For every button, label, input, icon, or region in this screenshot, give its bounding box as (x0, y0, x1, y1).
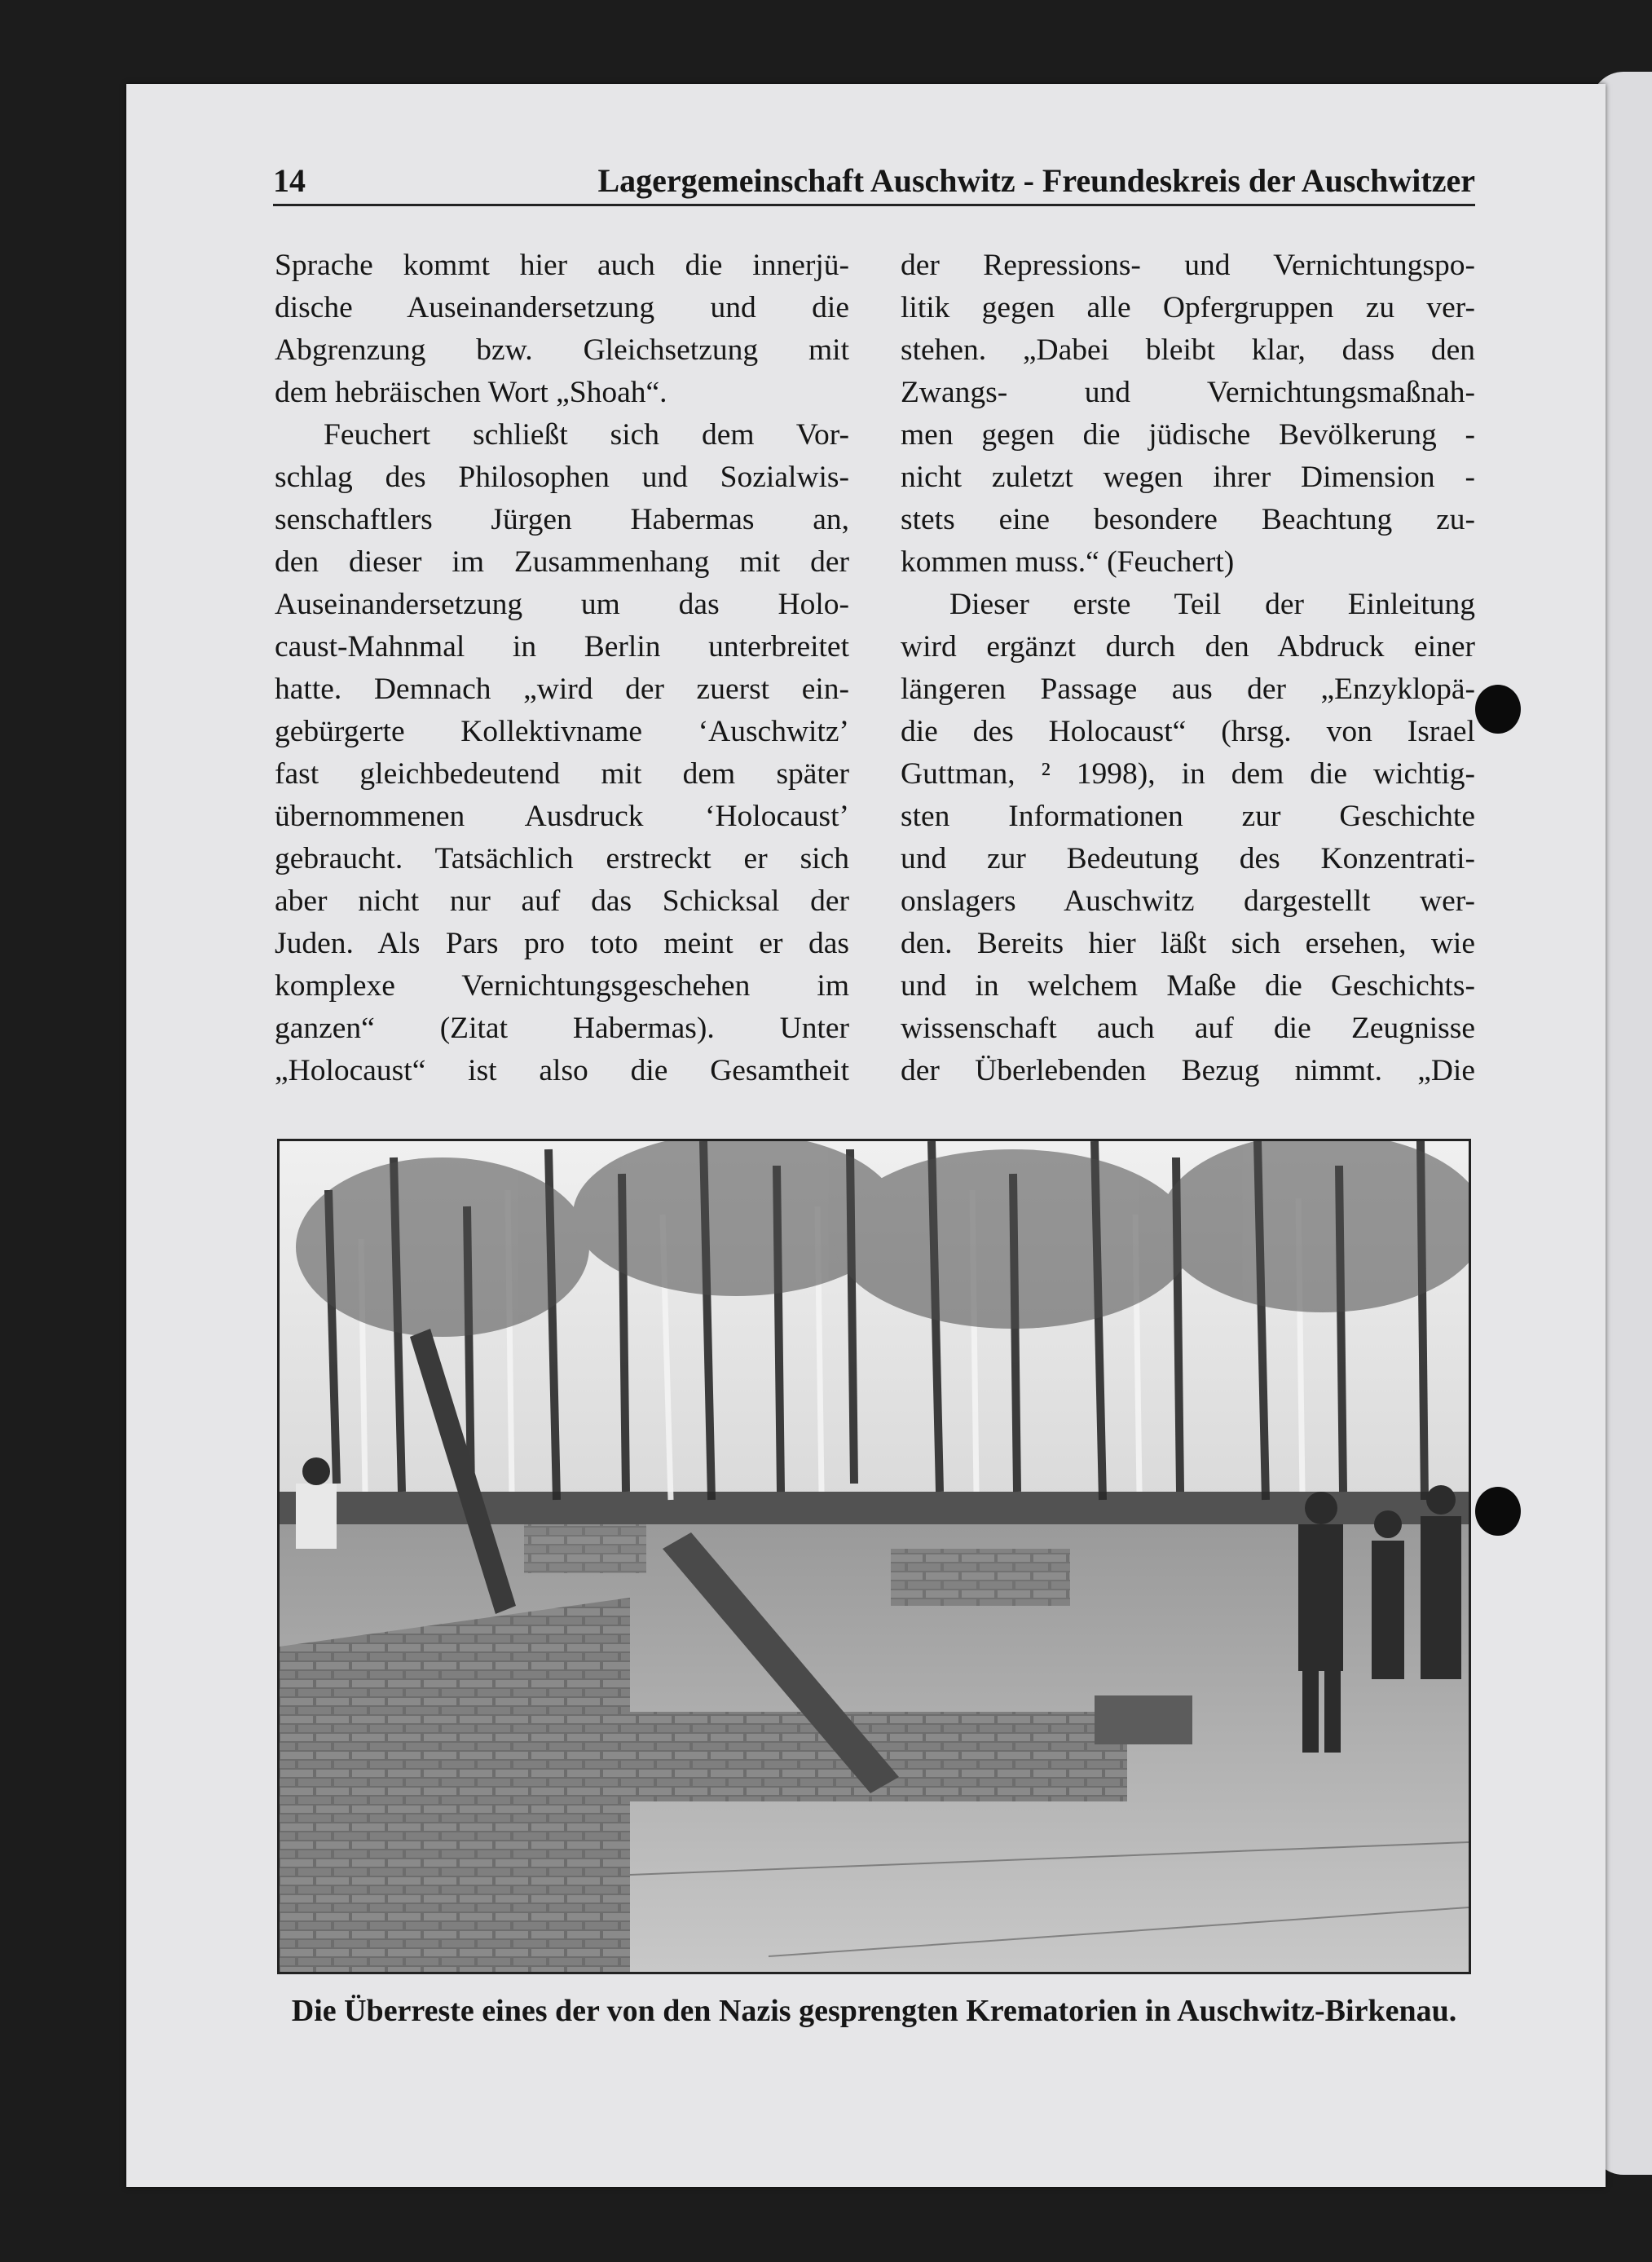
text-line: die des Holocaust“ (hrsg. von Israel (901, 715, 1475, 748)
text-line: onslagers Auschwitz dargestellt wer- (901, 884, 1475, 918)
text-line: aber nicht nur auf das Schicksal der (275, 884, 849, 918)
text-line: längeren Passage aus der „Enzyklopä- (901, 672, 1475, 706)
text-line: Juden. Als Pars pro toto meint er das (275, 927, 849, 960)
text-line: den. Bereits hier läßt sich ersehen, wie (901, 927, 1475, 960)
right-text-column (901, 245, 1475, 1092)
text-line: Abgrenzung bzw. Gleichsetzung mit (275, 333, 849, 367)
page-number: 14 (273, 162, 306, 199)
photo-caption: Die Überreste eines der von den Nazis gesprengten Krematorien in Auschwitz-Birkenau. (291, 1994, 1457, 2028)
text-line: wird ergänzt durch den Abdruck einer (901, 630, 1475, 664)
punch-hole (1475, 685, 1521, 734)
text-line: nicht zuletzt wegen ihrer Dimension - (901, 461, 1475, 494)
text-line: litik gegen alle Opfergruppen zu ver- (901, 291, 1475, 324)
text-line: gebürgerte Kollektivname ‘Auschwitz’ (275, 715, 849, 748)
text-line: dem hebräischen Wort „Shoah“. (275, 376, 667, 409)
text-line: Auseinandersetzung um das Holo- (275, 588, 849, 621)
text-line: ganzen“ (Zitat Habermas). Unter (275, 1012, 849, 1045)
text-line: gebraucht. Tatsächlich erstreckt er sich (275, 842, 849, 875)
text-line: und in welchem Maße die Geschichts- (901, 969, 1475, 1003)
text-line: wissenschaft auch auf die Zeugnisse (901, 1012, 1475, 1045)
text-line: kommen muss.“ (Feuchert) (901, 545, 1235, 579)
text-line: caust-Mahnmal in Berlin unterbreitet (275, 630, 849, 664)
text-line: stehen. „Dabei bleibt klar, dass den (901, 333, 1475, 367)
text-line: sten Informationen zur Geschichte (901, 800, 1475, 833)
text-line: komplexe Vernichtungsgeschehen im (275, 969, 849, 1003)
text-line: hatte. Demnach „wird der zuerst ein- (275, 672, 849, 706)
text-line: dische Auseinandersetzung und die (275, 291, 849, 324)
page-header (273, 155, 1475, 206)
text-line: Feuchert schließt sich dem Vor- (324, 418, 849, 452)
text-line: men gegen die jüdische Bevölkerung - (901, 418, 1475, 452)
text-line: Zwangs- und Vernichtungsmaßnah- (901, 376, 1475, 409)
photo-illustration (280, 1141, 1469, 1972)
text-line: übernommenen Ausdruck ‘Holocaust’ (275, 800, 849, 833)
text-line: Guttman, ² 1998), in dem die wichtig- (901, 757, 1475, 791)
text-line: „Holocaust“ ist also die Gesamtheit (275, 1054, 849, 1087)
text-line: schlag des Philosophen und Sozialwis- (275, 461, 849, 494)
text-line: der Überlebenden Bezug nimmt. „Die (901, 1054, 1475, 1087)
text-line: senschaftlers Jürgen Habermas an, (275, 503, 849, 536)
text-line: den dieser im Zusammenhang mit der (275, 545, 849, 579)
running-title: Lagergemeinschaft Auschwitz - Freundeskreis der Auschwitzer (597, 162, 1475, 199)
text-line: Sprache kommt hier auch die innerjü- (275, 249, 849, 282)
text-line: Dieser erste Teil der Einleitung (949, 588, 1475, 621)
crematorium-ruins-photo (277, 1139, 1471, 1974)
left-text-column (275, 245, 849, 1092)
text-line: stets eine besondere Beachtung zu- (901, 503, 1475, 536)
text-line: und zur Bedeutung des Konzentrati- (901, 842, 1475, 875)
punch-hole (1475, 1487, 1521, 1536)
text-line: der Repressions- und Vernichtungspo- (901, 249, 1475, 282)
text-line: fast gleichbedeutend mit dem später (275, 757, 849, 791)
